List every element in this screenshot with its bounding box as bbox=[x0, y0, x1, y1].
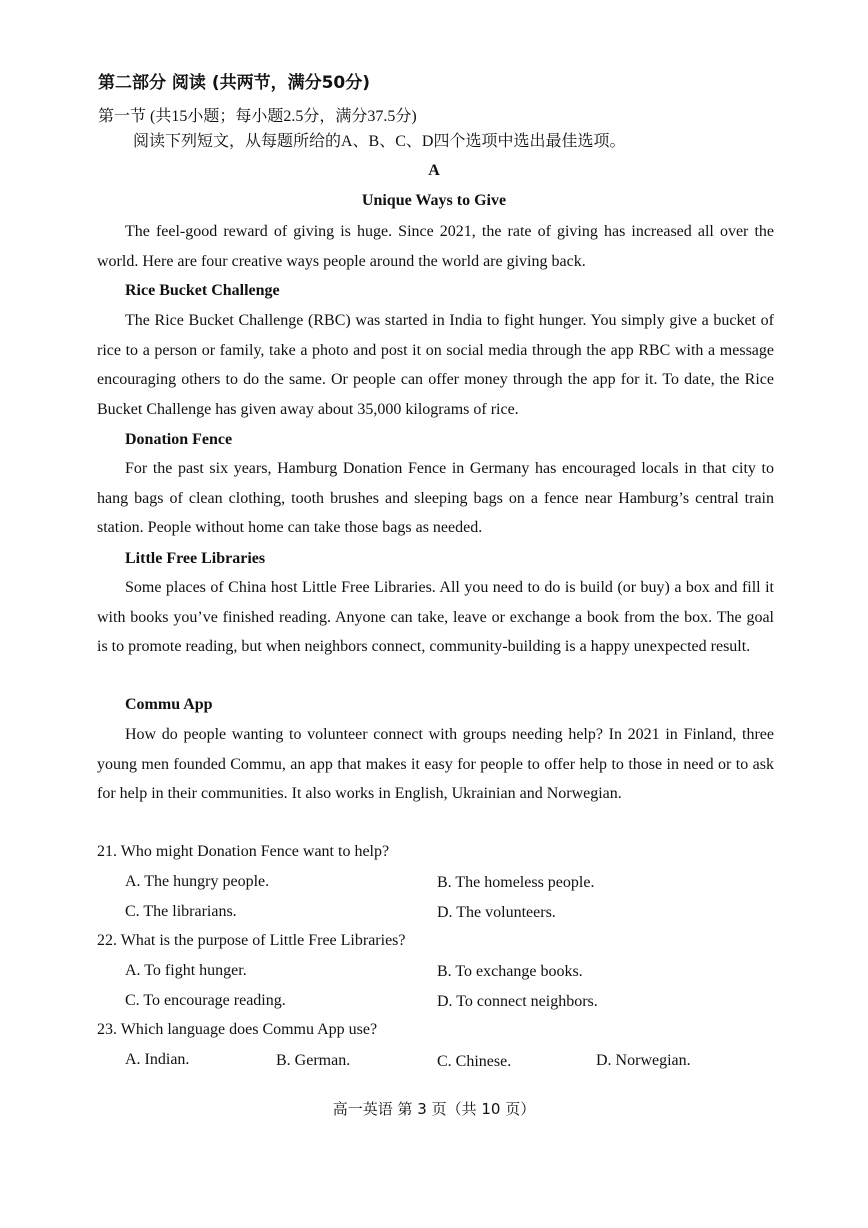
section-body-little-free-libraries: Some places of China host Little Free Libraries. All you need to do is build (or buy) a box and fill it with books you’ve finished reading. Anyone can take, leave or exchange a book from the box. The goal is to promote reading, but when neighbors connect, community-building is a happy unexpected result. bbox=[97, 579, 774, 655]
section-body-donation-fence: For the past six years, Hamburg Donation Fence in Germany has encouraged locals in that city to hang bags of clean clothing, tooth brushes and sleeping bags on a fence near Hamburg’s central train station. People without home can take those bags as needed. bbox=[97, 460, 774, 536]
question-22-option-d[interactable]: D. To connect neighbors. bbox=[437, 993, 598, 1010]
section-heading-rice-bucket: Rice Bucket Challenge bbox=[125, 282, 280, 299]
section-body-rice-bucket: The Rice Bucket Challenge (RBC) was started in India to fight hunger. You simply give a bucket of rice to a person or family, take a photo and post it on social media through the app RBC with a message encouraging others to do the same. Or people can offer money through the app for it. To date, the Rice Bucket Challenge has given away about 35,000 kilograms of rice. bbox=[97, 312, 774, 418]
question-23-option-b[interactable]: B. German. bbox=[276, 1052, 351, 1069]
question-22-option-b[interactable]: B. To exchange books. bbox=[437, 963, 583, 980]
question-21-option-b[interactable]: B. The homeless people. bbox=[437, 874, 595, 891]
section-heading-donation-fence: Donation Fence bbox=[125, 431, 233, 448]
question-21-stem: 21. Who might Donation Fence want to help? bbox=[97, 843, 390, 860]
part-title: 第二部分 阅读 (共两节，满分50分) bbox=[98, 73, 371, 93]
question-23-option-d[interactable]: D. Norwegian. bbox=[596, 1052, 691, 1069]
question-22-option-c[interactable]: C. To encourage reading. bbox=[125, 992, 286, 1009]
section-heading-commu-app: Commu App bbox=[125, 696, 213, 713]
question-23-option-c[interactable]: C. Chinese. bbox=[437, 1053, 512, 1070]
question-22-option-a[interactable]: A. To fight hunger. bbox=[125, 962, 247, 979]
question-22-stem: 22. What is the purpose of Little Free Libraries? bbox=[97, 932, 406, 949]
question-21-option-c[interactable]: C. The librarians. bbox=[125, 903, 237, 920]
passage-title: Unique Ways to Give bbox=[361, 192, 507, 209]
intro-paragraph: The feel-good reward of giving is huge. Since 2021, the rate of giving has increased all over the world. Here are four creative ways people around the world are giving back. bbox=[97, 223, 774, 270]
section-body-commu-app: How do people wanting to volunteer connect with groups needing help? In 2021 in Finland, three young men founded Commu, an app that makes it easy for people to offer help to those in need or to ask for help in their communities. It also works in English, Ukrainian and Norwegian. bbox=[97, 726, 774, 802]
question-21-option-d[interactable]: D. The volunteers. bbox=[437, 904, 556, 921]
question-23-stem: 23. Which language does Commu App use? bbox=[97, 1021, 378, 1038]
question-23-option-a[interactable]: A. Indian. bbox=[125, 1051, 190, 1068]
passage-letter: A bbox=[428, 162, 440, 179]
page-footer: 高一英语 第 3 页（共 10 页） bbox=[332, 1100, 536, 1118]
section-line: 第一节 (共15小题；每小题2.5分，满分37.5分) bbox=[98, 108, 417, 125]
question-21-option-a[interactable]: A. The hungry people. bbox=[125, 873, 270, 890]
section-heading-little-free-libraries: Little Free Libraries bbox=[125, 550, 266, 567]
instruction: 阅读下列短文，从每题所给的A、B、C、D四个选项中选出最佳选项。 bbox=[133, 133, 626, 150]
